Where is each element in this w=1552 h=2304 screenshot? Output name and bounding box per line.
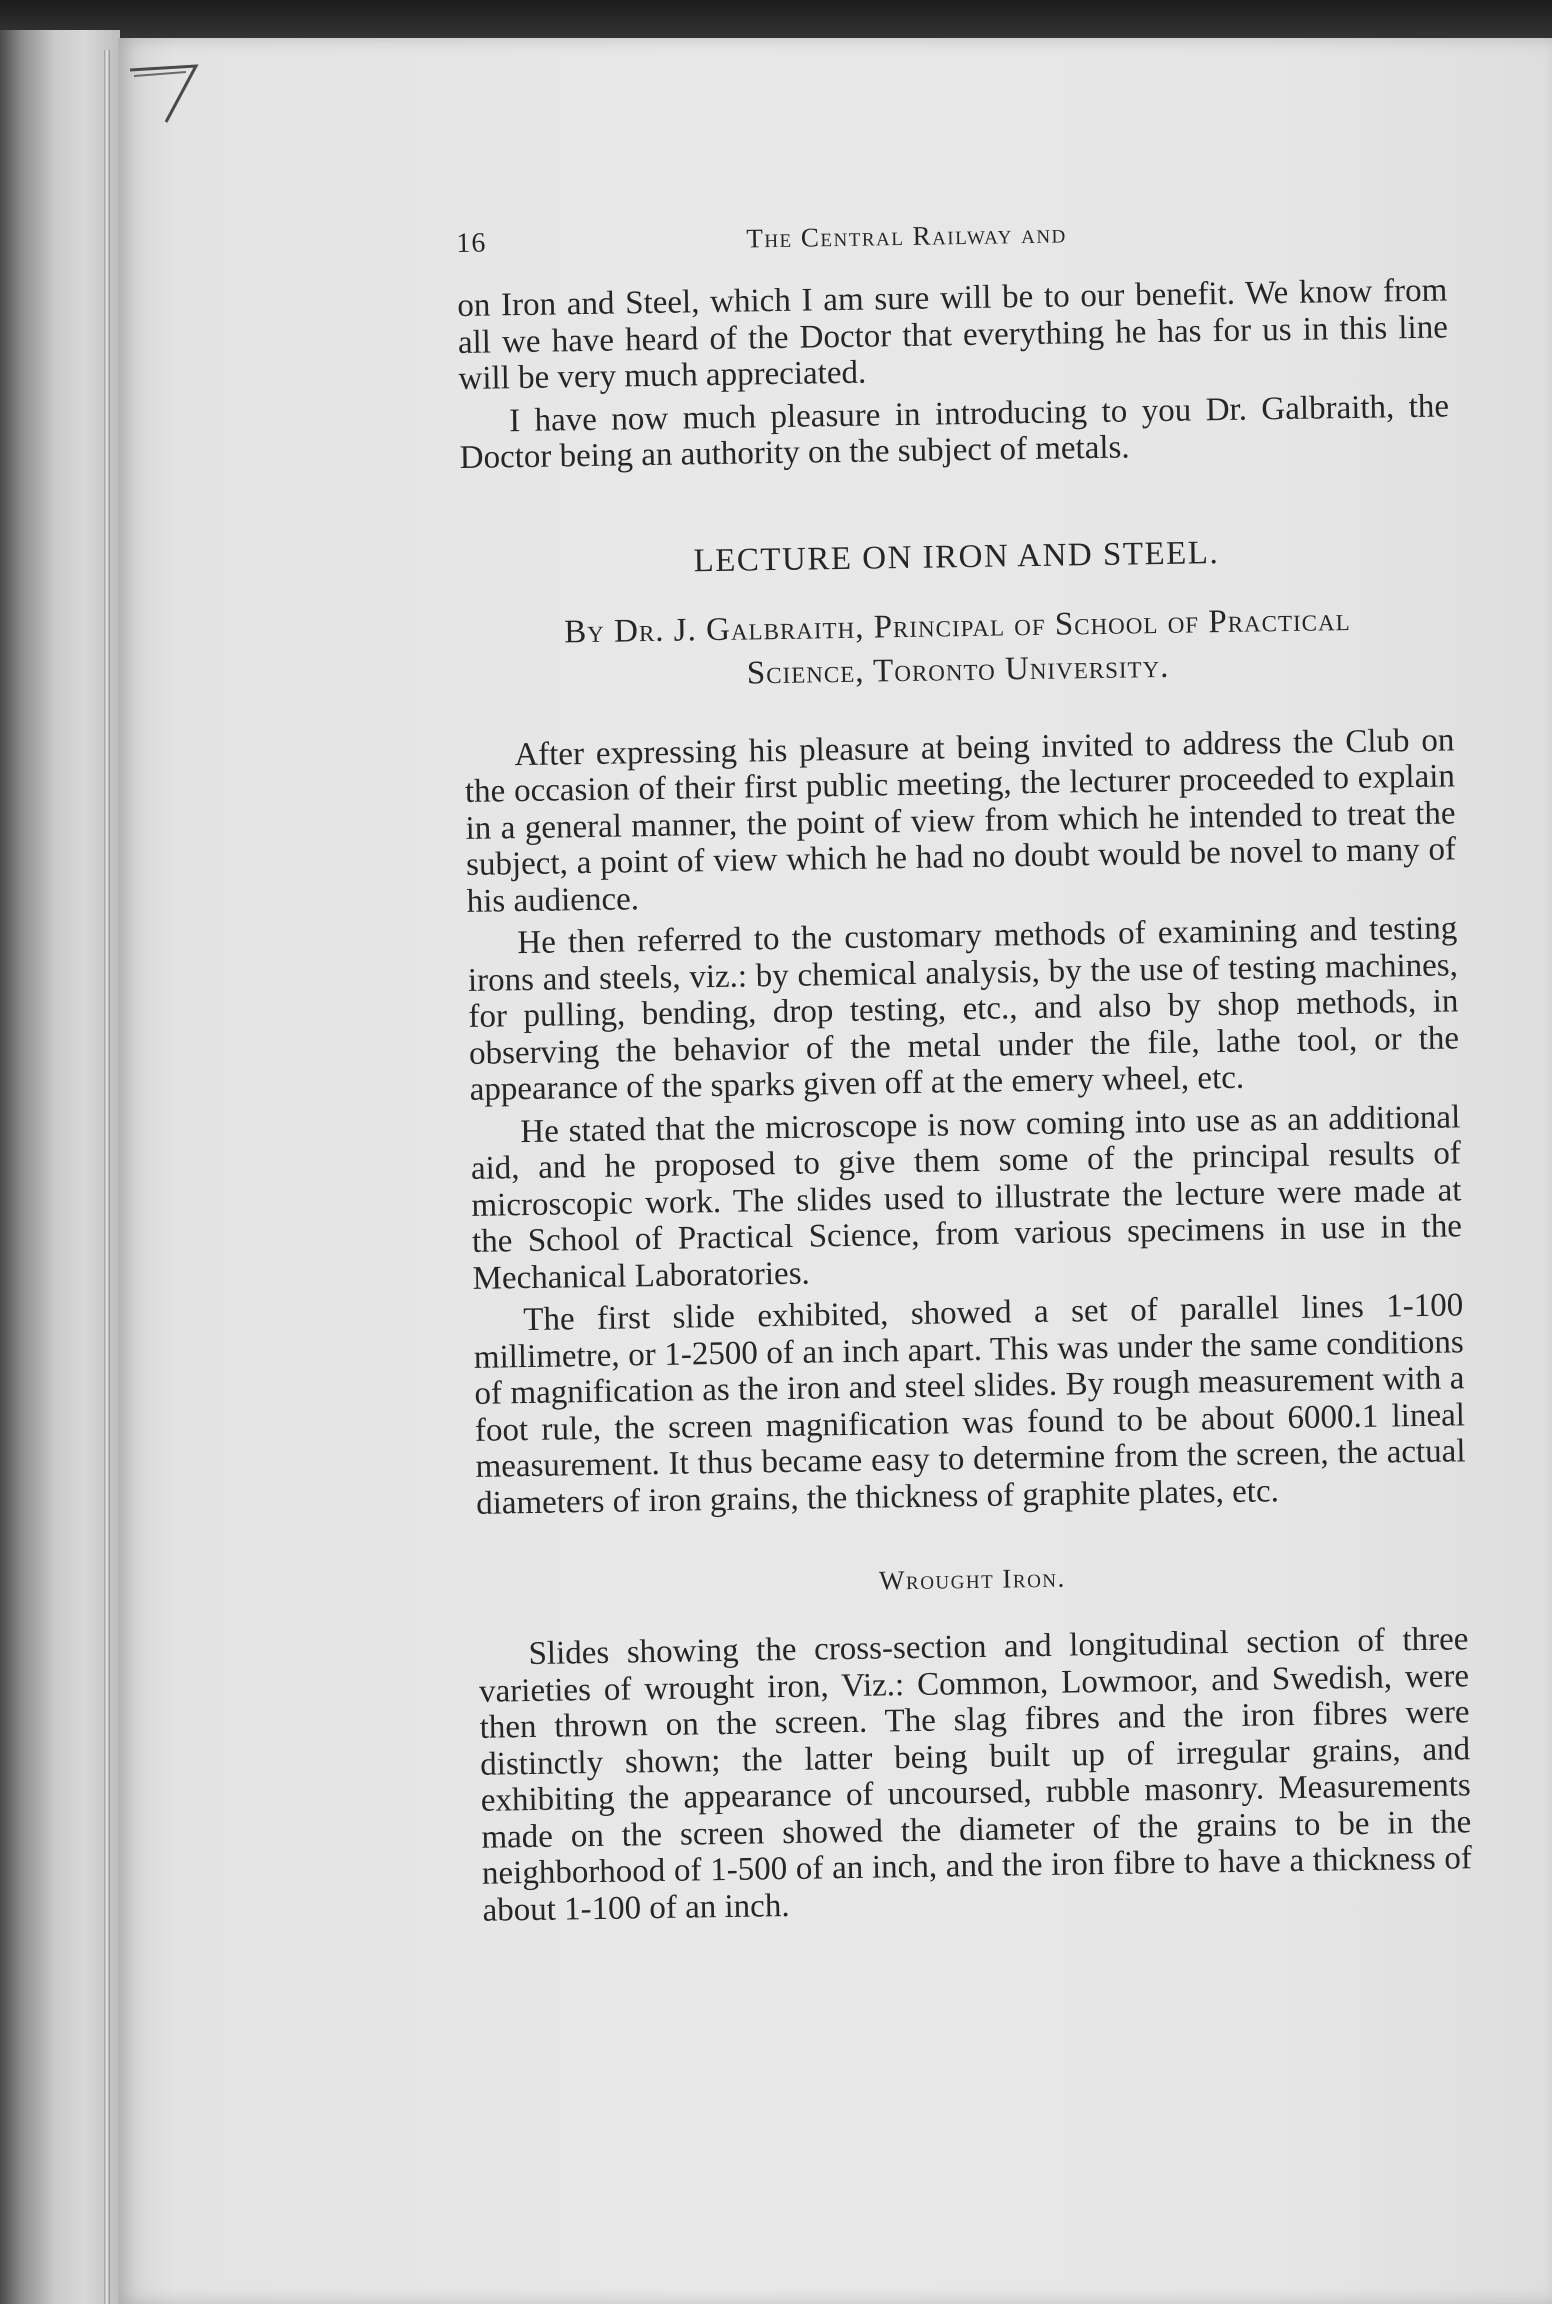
byline-line: Science, Toronto University. [746,648,1170,691]
corner-fold-mark [126,60,216,130]
paragraph: After expressing his pleasure at being invited to address the Club on the occasion of their first public meeting, the lecturer proceeded to explain in a general manner, the point of view from which he intended to treat the subject, a point of view which he had no doubt would be novel to many of his audience. [464,721,1457,920]
paragraph: The first slide exhibited, showed a set of parallel lines 1-100 millimetre, or 1-2500 of an inch apart. This was under the same conditions of magnification as the iron and steel slides. By rough measurement with a foot rule, the screen magnification was found to be about 6000.1 lineal measurement. It thus became easy to determine from the screen, the actual diameters of iron grains, the thickness of graphite plates, etc. [473,1287,1466,1522]
paragraph: on Iron and Steel, which I am sure will be to our benefit. We know from all we have heard of the Doctor that everything he has for us in this line will be very much appreciated. [457,272,1449,397]
paragraph: Slides showing the cross-section and longitudinal section of three varieties of wrought iron, Viz.: Common, Lowmoor, and Swedish, were then thrown on the screen. The slag fibres and the iron fibres were distinctly shown; the latter being built up of irregular grains, and exhibiting the appearance of uncoursed, rubble masonry. Measurements made on the screen showed the diameter of the grains to be in the neighborhood of 1-500 of an inch, and the iron fibre to have a thickness of about 1-100 of an inch. [478,1621,1473,1929]
lecture-byline [462,596,1453,700]
byline-line: By Dr. J. Galbraith, Principal of School of Practical [563,601,1351,650]
paragraph: I have now much pleasure in introducing to you Dr. Galbraith, the Doctor being an authority on the subject of metals. [459,387,1450,476]
running-head-title: The Central Railway and [746,218,1067,254]
paragraph: He then referred to the customary methods of examining and testing irons and steels, viz.: by chemical analysis, by the use of testing machines, for pulling, bending, drop testing, etc., and also by shop methods, in observing the behavior of the metal under the file, lathe tool, or the appearance of the sparks given off at the emery wheel, etc. [467,910,1460,1108]
wrought-iron-body [478,1621,1472,1929]
lecture-title: LECTURE ON IRON AND STEEL. [693,534,1220,579]
page-number: 16 [456,227,487,259]
binding-edge [104,50,110,2304]
paragraph: He stated that the microscope is now coming into use as an additional aid, and he proposed to give them some of the principal results of microscopic work. The slides used to illustrate the lecture were made at the School of Practical Science, from various specimens in use in the Mechanical Laboratories. [470,1098,1463,1297]
lecture-body [464,722,1466,1522]
section-heading: Wrought Iron. [878,1562,1067,1596]
intro-text [457,272,1450,476]
page-content [456,204,1473,1928]
book-binding [0,30,120,2304]
